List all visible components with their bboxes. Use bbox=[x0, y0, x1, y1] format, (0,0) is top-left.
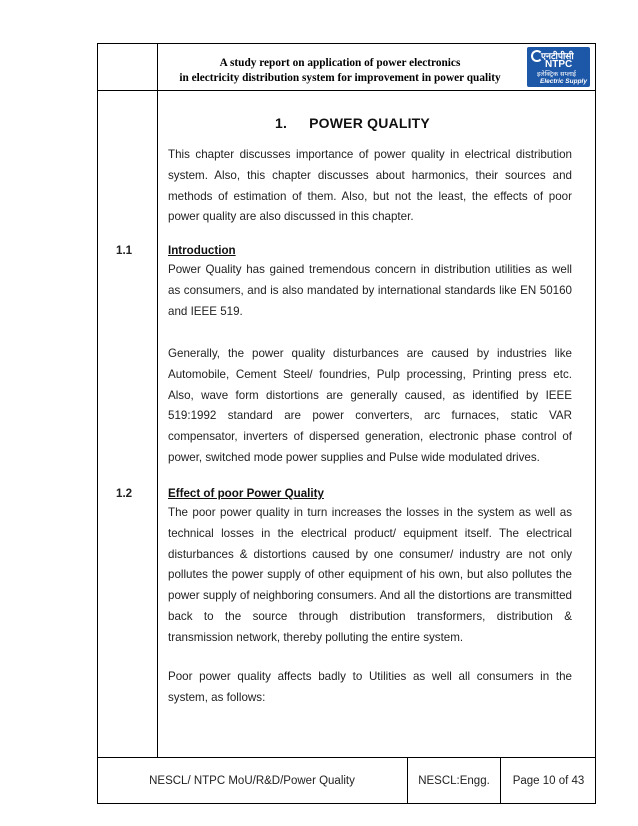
section-number: 1.2 bbox=[116, 487, 133, 500]
report-title-line1: A study report on application of power electronics bbox=[219, 57, 461, 69]
chapter-intro: This chapter discusses importance of power quality in electrical distribution system. Also, this chapter discusses about harmonics, their sources and methods of estimation of them. Also, but not the least, the effects of poor power quality are also discussed in this chapter. bbox=[168, 148, 572, 224]
footer-doc-ref: NESCL/ NTPC MoU/R&D/Power Quality bbox=[149, 774, 355, 787]
chapter-title-text: POWER QUALITY bbox=[309, 115, 430, 131]
chapter-title bbox=[158, 115, 547, 131]
section-heading: Effect of poor Power Quality bbox=[168, 487, 324, 500]
chapter-number: 1. bbox=[275, 115, 288, 131]
logo-brand: NTPC bbox=[545, 59, 573, 70]
section-number: 1.1 bbox=[116, 244, 133, 257]
report-title-line2: in electricity distribution system for improvement in power quality bbox=[179, 71, 501, 84]
logo-english-subtitle: Electric Supply bbox=[540, 78, 587, 85]
header-divider bbox=[97, 90, 596, 91]
section-paragraph: Power Quality has gained tremendous concern in distribution utilities as well as consumers, and is also mandated by international standards like EN 50160 and IEEE 519. bbox=[168, 263, 572, 318]
report-title bbox=[162, 56, 518, 85]
logo-hindi-name: एनटीपीसी bbox=[541, 52, 574, 62]
ntpc-logo bbox=[527, 47, 590, 87]
logo-hindi-subtitle: इलेक्ट्रिक सप्लाई bbox=[537, 70, 576, 78]
footer-page-number: Page 10 of 43 bbox=[512, 774, 585, 787]
section-paragraph: Generally, the power quality disturbances are caused by industries like Automobile, Cement Steel/ foundries, Pulp processing, Printing press etc. Also, wave form distortions are generally caused, as identified by IEEE 519:1992 standard are power converters, arc furnaces, static VAR compensator, inverters of dispersed generation, electronic phase control of power, switched mode power supplies and Pulse wide modulated drives. bbox=[168, 347, 572, 464]
footer-dept: NESCL:Engg. bbox=[418, 774, 490, 787]
section-number-column-divider bbox=[157, 43, 158, 757]
section-heading: Introduction bbox=[168, 244, 236, 257]
section-paragraph: The poor power quality in turn increases the losses in the system as well as technical losses in the electrical product/ equipment itself. The electrical disturbances & distortions caused by one consumer/ industry are not only pollutes the power supply of other equipment of his own, but also pollutes the power supply of neighboring consumers. And all the distortions are transmitted back to the source through distribution transformers, distribution & transmission network, thereby polluting the entire system. bbox=[168, 506, 572, 644]
section-paragraph: Poor power quality affects badly to Utilities as well all consumers in the system, as follows: bbox=[168, 670, 572, 704]
